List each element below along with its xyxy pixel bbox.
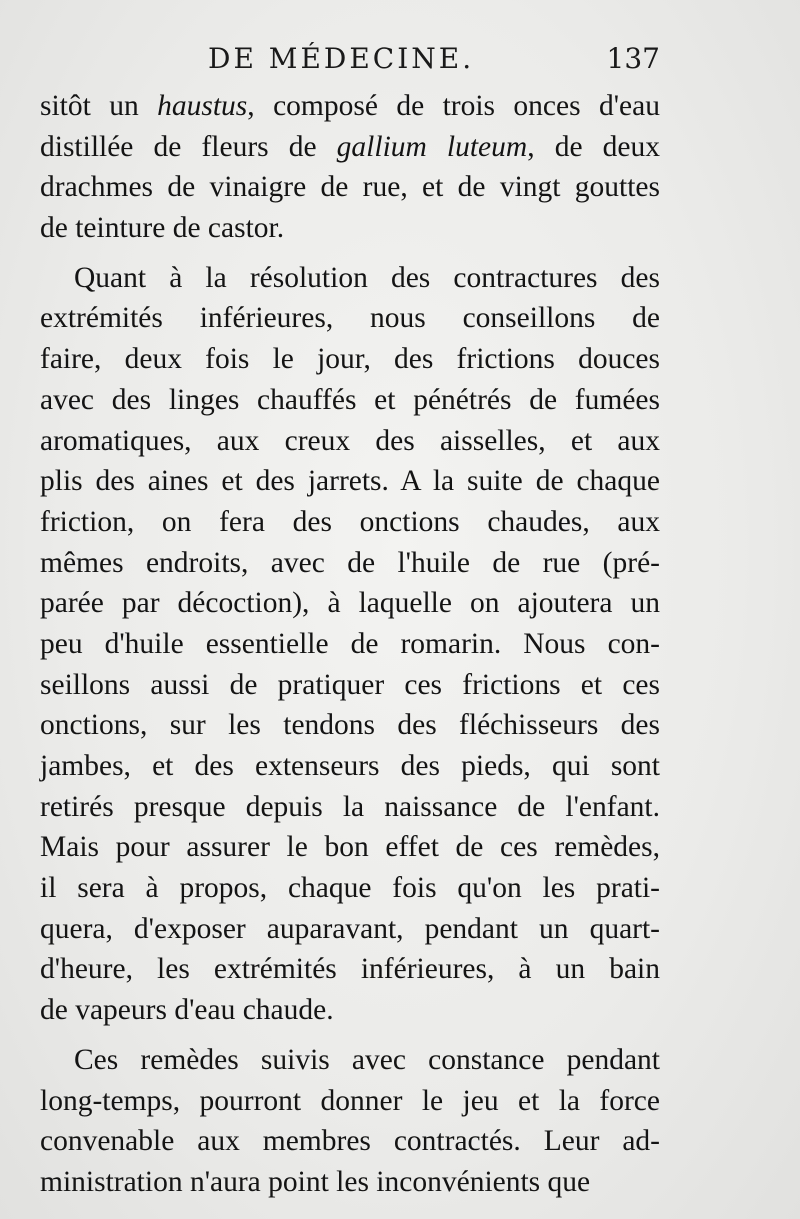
text-line bbox=[40, 583, 660, 624]
paragraph bbox=[40, 258, 660, 1031]
paragraph-gap bbox=[40, 1031, 660, 1040]
text-line bbox=[40, 705, 660, 746]
text-line bbox=[40, 298, 660, 339]
text-line bbox=[40, 1081, 660, 1122]
text-run: seillons aussi de pratiquer ces frictions et ces bbox=[40, 668, 660, 701]
text-run: , composé de trois onces d'eau bbox=[247, 90, 660, 122]
text-run: plis des aines et des jarrets. A la suite de chaque bbox=[40, 465, 660, 498]
text-line bbox=[40, 1162, 660, 1203]
text-line bbox=[40, 421, 660, 462]
text-run: mêmes endroits, avec de l'huile de rue (pré- bbox=[40, 546, 660, 579]
text-run: avec des linges chauffés et pénétrés de fumées bbox=[40, 383, 660, 416]
text-line bbox=[40, 543, 660, 584]
text-run: onctions, sur les tendons des fléchisseurs des bbox=[40, 709, 660, 742]
paragraph bbox=[40, 1040, 660, 1203]
text-run: drachmes de vinaigre de rue, et de vingt gouttes bbox=[40, 171, 660, 204]
text-run: ministration n'aura point les inconvénients que bbox=[40, 1165, 591, 1198]
text-run: Mais pour assurer le bon effet de ces remèdes, bbox=[40, 831, 660, 864]
text-run: extrémités inférieures, nous conseillons de bbox=[40, 302, 660, 335]
text-run: distillée de fleurs de bbox=[40, 130, 337, 163]
text-line bbox=[40, 502, 660, 543]
text-line bbox=[40, 1040, 660, 1081]
italic-term: haustus bbox=[157, 90, 248, 122]
text-line bbox=[40, 746, 660, 787]
text-line bbox=[40, 624, 660, 665]
text-run: Quant à la résolution des contractures des bbox=[74, 261, 660, 294]
text-line bbox=[40, 949, 660, 990]
text-run: friction, on fera des onctions chaudes, aux bbox=[40, 505, 660, 538]
paragraph-gap bbox=[40, 249, 660, 258]
text-line bbox=[40, 380, 660, 421]
text-line bbox=[40, 208, 660, 249]
text-line bbox=[40, 339, 660, 380]
page-header bbox=[40, 42, 660, 88]
text-line bbox=[40, 909, 660, 950]
text-line bbox=[40, 665, 660, 706]
text-line bbox=[40, 127, 660, 168]
text-line bbox=[40, 787, 660, 828]
running-title: DE MÉDECINE. bbox=[208, 42, 475, 75]
text-run: il sera à propos, chaque fois qu'on les prati- bbox=[40, 872, 660, 905]
text-run: de teinture de castor. bbox=[40, 212, 285, 245]
text-run: faire, deux fois le jour, des frictions douces bbox=[40, 343, 660, 376]
text-line bbox=[40, 86, 660, 127]
italic-term: gallium luteum bbox=[336, 130, 528, 163]
page-number: 137 bbox=[606, 42, 660, 75]
text-run: quera, d'exposer auparavant, pendant un quart- bbox=[40, 912, 660, 945]
text-run: aromatiques, aux creux des aisselles, et aux bbox=[40, 424, 660, 457]
body-text bbox=[40, 86, 660, 1203]
text-run: , de deux bbox=[527, 130, 660, 163]
text-line bbox=[40, 461, 660, 502]
text-run: d'heure, les extrémités inférieures, à un bain bbox=[40, 953, 660, 986]
text-line bbox=[40, 1121, 660, 1162]
text-run: long-temps, pourront donner le jeu et la force bbox=[40, 1084, 660, 1117]
text-run: convenable aux membres contractés. Leur ad- bbox=[40, 1125, 660, 1158]
text-line bbox=[40, 167, 660, 208]
text-line bbox=[40, 868, 660, 909]
text-run: retirés presque depuis la naissance de l'enfant. bbox=[40, 790, 660, 823]
text-line bbox=[40, 990, 660, 1031]
text-run: sitôt un bbox=[40, 90, 158, 122]
text-run: parée par décoction), à laquelle on ajoutera un bbox=[40, 587, 660, 620]
text-run: de vapeurs d'eau chaude. bbox=[40, 994, 334, 1027]
text-line bbox=[40, 827, 660, 868]
text-run: peu d'huile essentielle de romarin. Nous con- bbox=[40, 627, 660, 660]
text-run: Ces remèdes suivis avec constance pendant bbox=[74, 1043, 660, 1076]
text-line bbox=[40, 258, 660, 299]
paragraph bbox=[40, 86, 660, 249]
text-run: jambes, et des extenseurs des pieds, qui sont bbox=[40, 750, 660, 782]
